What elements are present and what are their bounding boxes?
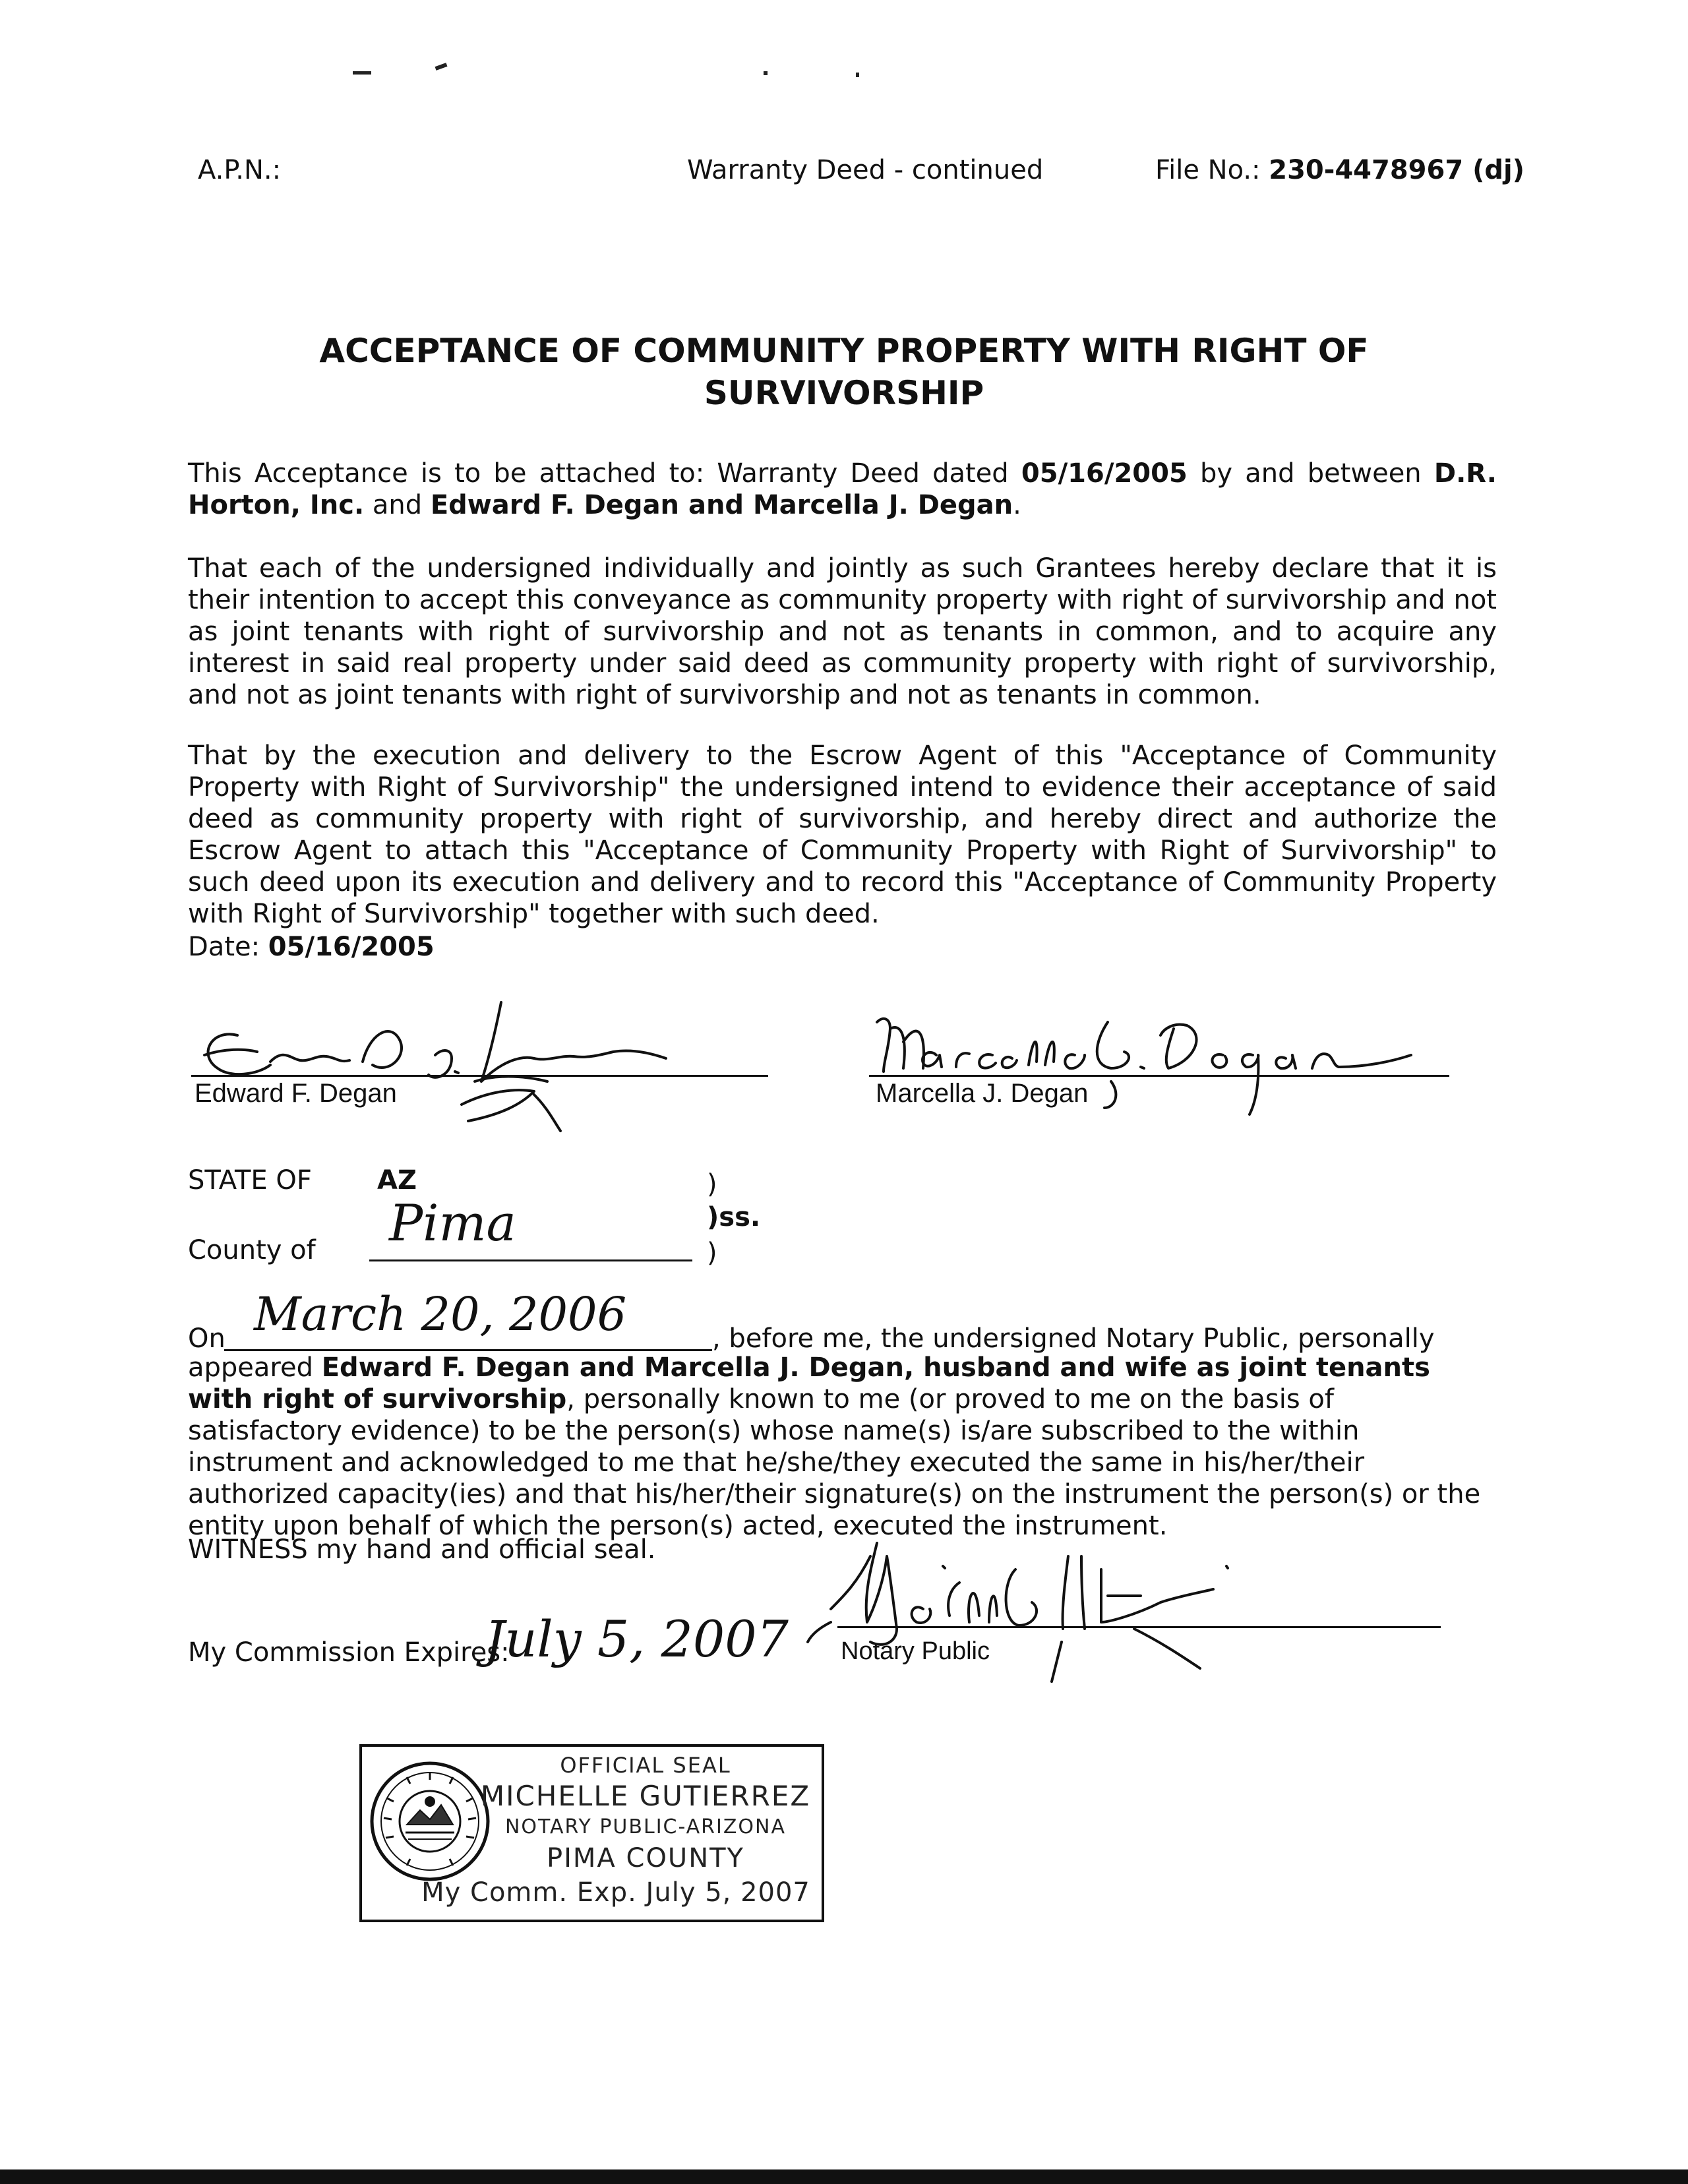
date-line — [188, 928, 435, 965]
seal-line-1: OFFICIAL SEAL — [560, 1753, 731, 1778]
witness-line: WITNESS my hand and official seal. — [188, 1534, 656, 1565]
county-value: Pima — [389, 1194, 516, 1252]
seal-county: PIMA COUNTY — [547, 1843, 744, 1873]
seal-line-3: NOTARY PUBLIC-ARIZONA — [504, 1815, 786, 1838]
intro-end: . — [1013, 490, 1021, 520]
grantee-names: Edward F. Degan and Marcella J. Degan — [430, 490, 1013, 520]
declaration-paragraph: That each of the undersigned individually and jointly as such Grantees hereby declare that it is their intention to accept this conveyance as community property with right of survivorship and not as joint tenants with right of survivorship and not as tenants in common, and to acquire any interest in said real property under said deed as community property with right of survivorship, and not as joint tenants with right of survivorship and not as tenants in common. — [188, 553, 1497, 710]
apn-label: A.P.N.: — [198, 155, 282, 185]
scan-edge-bar — [0, 2169, 1688, 2184]
title-line-2: SURVIVORSHIP — [704, 374, 984, 412]
scan-mark — [353, 71, 371, 75]
county-label: County of — [188, 1235, 316, 1265]
appeared-parties: Edward F. Degan and Marcella J. Degan, husband and wife as joint tenants with right of survivorship — [188, 1352, 1430, 1414]
title-line-1: ACCEPTANCE OF COMMUNITY PROPERTY WITH RIGHT OF — [319, 332, 1369, 370]
seal-notary-name: MICHELLE GUTIERREZ — [480, 1780, 811, 1812]
deed-date: 05/16/2005 — [1021, 458, 1188, 489]
file-number-line — [1155, 152, 1524, 189]
escrow-paragraph: That by the execution and delivery to the Escrow Agent of this "Acceptance of Community Property with Right of Survivorship" the undersigned intend to evidence their acceptance of said deed as community property with right of survivorship, and hereby direct and authorize the Escrow Agent to attach this "Acceptance of Community Property with Right of Survivorship" to such deed upon its execution and delivery and to record this "Acceptance of Community Property with Right of Survivorship" together with such deed. — [188, 741, 1497, 929]
notary-date-written: March 20, 2006 — [254, 1287, 627, 1341]
notary-paragraph — [188, 1352, 1490, 1542]
official-seal — [359, 1744, 824, 1922]
notary-date-line — [224, 1349, 712, 1351]
notary-public-label: Notary Public — [841, 1637, 990, 1665]
seal-commission-expiry: My Comm. Exp. July 5, 2007 — [421, 1877, 810, 1908]
notary-paragraph-rest: , personally known to me (or proved to me on the basis of satisfactory evidence) to be the person(s) whose name(s) is/are subscribed to the within instrument and acknowledged to me that he/she/they executed the same in his/her/their authorized capacity(ies) and that his/her/their signature(s) on the instrument the person(s) or the entity upon behalf of which the person(s) acted, executed the instrument. — [188, 1384, 1481, 1541]
appeared-label: appeared — [188, 1352, 322, 1383]
commission-expiry-written: July 5, 2007 — [485, 1610, 789, 1668]
notary-on-label: On — [188, 1323, 226, 1354]
signer-name-right: Marcella J. Degan — [876, 1079, 1089, 1108]
document-name: Warranty Deed - continued — [687, 155, 1044, 185]
county-line — [369, 1259, 692, 1261]
intro-and: and — [364, 490, 431, 520]
signer-name-left: Edward F. Degan — [195, 1079, 397, 1108]
scan-mark — [435, 63, 448, 71]
file-number-label: File No.: — [1155, 155, 1261, 185]
intro-paragraph — [188, 458, 1497, 521]
grantor-name: D.R. Horton, Inc. — [188, 458, 1497, 520]
venue-paren-top: ) — [707, 1169, 717, 1199]
intro-by-between: by and between — [1187, 458, 1434, 489]
scan-mark — [856, 73, 859, 77]
state-value: AZ — [377, 1165, 417, 1196]
notary-before-me: , before me, the undersigned Notary Public, personally — [712, 1323, 1435, 1354]
scan-mark — [764, 71, 768, 75]
venue-paren-bottom: ) — [707, 1238, 717, 1268]
commission-label: My Commission Expires: — [188, 1637, 510, 1668]
notary-signature-icon — [791, 1530, 1319, 1701]
intro-prefix: This Acceptance is to be attached to: Warranty Deed dated — [188, 458, 1021, 489]
venue-ss: )ss. — [707, 1202, 761, 1232]
date-value: 05/16/2005 — [268, 932, 435, 962]
marcella-signature-icon — [864, 989, 1457, 1134]
edward-signature-icon — [191, 983, 771, 1134]
date-label: Date: — [188, 932, 268, 962]
document-title — [198, 330, 1490, 414]
state-label: STATE OF — [188, 1165, 312, 1196]
file-number: 230-4478967 (dj) — [1269, 155, 1525, 185]
